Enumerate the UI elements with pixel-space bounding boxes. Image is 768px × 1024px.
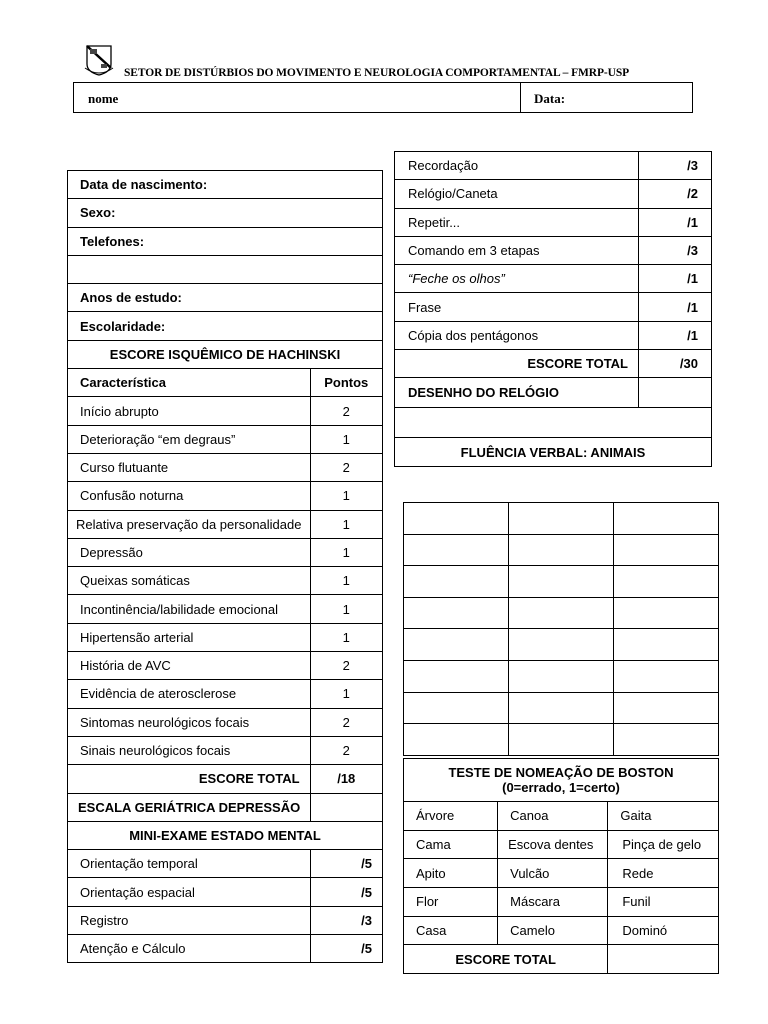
boston-total-value[interactable] [608,945,719,974]
grid-cell[interactable] [509,566,614,598]
hachinski-item-label: Relativa preservação da personalidade [68,510,311,538]
hachinski-title: ESCORE ISQUÊMICO DE HACHINSKI [68,340,383,368]
boston-naming-table [403,758,719,974]
table-row [68,878,383,906]
hachinski-item-label: Confusão noturna [68,482,311,510]
university-logo [84,44,114,76]
boston-total-label: ESCORE TOTAL [404,945,608,974]
boston-title: TESTE DE NOMEAÇÃO DE BOSTON [448,765,674,780]
grid-cell[interactable] [509,660,614,692]
hachinski-item-points: 1 [310,510,382,538]
mmse-title: MINI-EXAME ESTADO MENTAL [68,821,383,849]
mmse-total-label: ESCORE TOTAL [395,350,639,378]
boston-item[interactable]: Flor [404,888,498,917]
hachinski-item-points: 2 [310,397,382,425]
boston-header [404,759,719,802]
table-row [68,397,383,425]
mmse-item-value[interactable]: /3 [310,906,382,934]
fluency-title: FLUÊNCIA VERBAL: ANIMAIS [395,438,712,467]
grid-cell[interactable] [509,629,614,661]
grid-row [404,629,719,661]
table-row [404,830,719,859]
hachinski-item-points: 1 [310,680,382,708]
demographic-row [68,284,383,312]
mmse-item-label: Cópia dos pentágonos [395,321,639,349]
header-title: SETOR DE DISTÚRBIOS DO MOVIMENTO E NEUROLOGIA COMPORTAMENTAL – FMRP-USP [124,67,630,79]
hachinski-item-label: Início abrupto [68,397,311,425]
table-row [68,510,383,538]
demographic-row [68,227,383,255]
schooling-field[interactable]: Escolaridade: [68,312,383,340]
clock-blank-row[interactable] [395,408,712,438]
table-row [395,293,712,321]
grid-cell[interactable] [404,692,509,724]
mmse-item-label: Orientação espacial [68,878,311,906]
hachinski-item-label: Incontinência/labilidade emocional [68,595,311,623]
table-row [68,652,383,680]
grid-row [404,660,719,692]
mmse-item-label: Frase [395,293,639,321]
grid-cell[interactable] [509,597,614,629]
grid-cell[interactable] [614,597,719,629]
table-row [395,236,712,264]
hachinski-item-label: Queixas somáticas [68,567,311,595]
mmse-item-label: Atenção e Cálculo [68,935,311,963]
boston-subtitle: (0=errado, 1=certo) [502,780,620,795]
grid-cell[interactable] [404,566,509,598]
boston-item[interactable]: Dominó [608,916,719,945]
hachinski-item-label: Sinais neurológicos focais [68,736,311,764]
mmse-item-label: Recordação [395,152,639,180]
gds-score-cell[interactable] [310,793,382,821]
grid-cell[interactable] [614,534,719,566]
table-row [68,482,383,510]
grid-cell[interactable] [509,503,614,535]
hachinski-item-label: Deterioração “em degraus” [68,425,311,453]
patient-info-table [67,170,383,963]
grid-cell[interactable] [614,660,719,692]
grid-cell[interactable] [404,597,509,629]
grid-cell[interactable] [509,724,614,756]
table-row [68,453,383,481]
mmse-item-label: “Feche os olhos” [395,265,639,293]
grid-cell[interactable] [404,629,509,661]
boston-item[interactable]: Canoa [498,802,608,831]
education-years-field[interactable]: Anos de estudo: [68,284,383,312]
hachinski-item-points: 1 [310,482,382,510]
clock-score-cell[interactable] [639,378,712,408]
boston-item[interactable]: Máscara [498,888,608,917]
hachinski-col-points: Pontos [310,369,382,397]
name-date-divider [520,83,521,112]
mmse-item-label: Orientação temporal [68,850,311,878]
mmse-item-value[interactable]: /3 [639,236,712,264]
grid-cell[interactable] [614,503,719,535]
boston-item[interactable]: Pinça de gelo [608,830,719,859]
grid-cell[interactable] [404,660,509,692]
hachinski-item-label: Curso flutuante [68,453,311,481]
table-row [395,208,712,236]
hachinski-item-points: 1 [310,538,382,566]
boston-item[interactable]: Camelo [498,916,608,945]
hachinski-item-points: 2 [310,708,382,736]
grid-cell[interactable] [614,566,719,598]
table-row [68,850,383,878]
grid-row [404,597,719,629]
table-row [395,321,712,349]
mmse-item-value[interactable]: /1 [639,208,712,236]
hachinski-item-points: 1 [310,567,382,595]
table-row [395,180,712,208]
mmse-item-value[interactable]: /5 [310,935,382,963]
table-row [404,859,719,888]
gds-title: ESCALA GERIÁTRICA DEPRESSÃO [68,793,311,821]
boston-item[interactable]: Gaita [608,802,719,831]
grid-row [404,692,719,724]
hachinski-item-label: Hipertensão arterial [68,623,311,651]
table-row [68,736,383,764]
table-row [68,567,383,595]
grid-cell[interactable] [614,724,719,756]
mmse-item-label: Repetir... [395,208,639,236]
table-row [404,888,719,917]
demographic-row [68,255,383,283]
mmse-item-value[interactable]: /1 [639,265,712,293]
hachinski-item-label: História de AVC [68,652,311,680]
table-row [395,152,712,180]
table-row [68,906,383,934]
fluency-answer-grid [403,502,719,756]
table-row [68,935,383,963]
demographic-row [68,199,383,227]
date-label: Data: [534,91,566,106]
boston-item[interactable]: Apito [404,859,498,888]
hachinski-item-points: 2 [310,652,382,680]
hachinski-item-points: 1 [310,425,382,453]
grid-cell[interactable] [404,503,509,535]
table-row [68,425,383,453]
table-row [404,916,719,945]
grid-cell[interactable] [614,629,719,661]
hachinski-item-label: Sintomas neurológicos focais [68,708,311,736]
boston-item[interactable]: Árvore [404,802,498,831]
hachinski-item-points: 1 [310,623,382,651]
sex-field[interactable]: Sexo: [68,199,383,227]
mmse-item-value[interactable]: /3 [639,152,712,180]
grid-cell[interactable] [509,692,614,724]
table-row [404,802,719,831]
grid-row [404,566,719,598]
mmse-item-value[interactable]: /1 [639,321,712,349]
table-row [395,265,712,293]
mmse-item-label: Comando em 3 etapas [395,236,639,264]
hachinski-item-points: 2 [310,736,382,764]
mmse-item-value[interactable]: /2 [639,180,712,208]
demographic-row [68,171,383,199]
mmse-item-value[interactable]: /5 [310,878,382,906]
grid-row [404,534,719,566]
name-date-box [73,82,693,113]
boston-item[interactable]: Casa [404,916,498,945]
hachinski-total-value[interactable]: /18 [310,765,382,793]
hachinski-item-points: 1 [310,595,382,623]
mmse-continuation-table [394,151,712,467]
mmse-item-value[interactable]: /1 [639,293,712,321]
hachinski-item-points: 2 [310,453,382,481]
birth-date-field[interactable]: Data de nascimento: [68,171,383,199]
grid-cell[interactable] [404,534,509,566]
boston-item[interactable]: Rede [608,859,719,888]
boston-item[interactable]: Funil [608,888,719,917]
grid-row [404,724,719,756]
hachinski-item-label: Depressão [68,538,311,566]
hachinski-total-label: ESCORE TOTAL [68,765,311,793]
hachinski-item-label: Evidência de aterosclerose [68,680,311,708]
clock-drawing-title: DESENHO DO RELÓGIO [395,378,639,408]
grid-cell[interactable] [404,724,509,756]
hachinski-col-feature: Característica [68,369,311,397]
name-label: nome [88,91,119,106]
mmse-total-value[interactable]: /30 [639,350,712,378]
table-row [68,538,383,566]
grid-cell[interactable] [509,534,614,566]
mmse-item-label: Registro [68,906,311,934]
mmse-item-value[interactable]: /5 [310,850,382,878]
mmse-item-label: Relógio/Caneta [395,180,639,208]
table-row [68,708,383,736]
table-row [68,680,383,708]
phones-field[interactable]: Telefones: [68,227,383,255]
phones-field-extra[interactable] [68,255,383,283]
grid-row [404,503,719,535]
table-row [68,623,383,651]
boston-item[interactable]: Escova dentes [498,830,608,859]
boston-item[interactable]: Cama [404,830,498,859]
grid-cell[interactable] [614,692,719,724]
table-row [68,595,383,623]
boston-item[interactable]: Vulcão [498,859,608,888]
demographic-row [68,312,383,340]
